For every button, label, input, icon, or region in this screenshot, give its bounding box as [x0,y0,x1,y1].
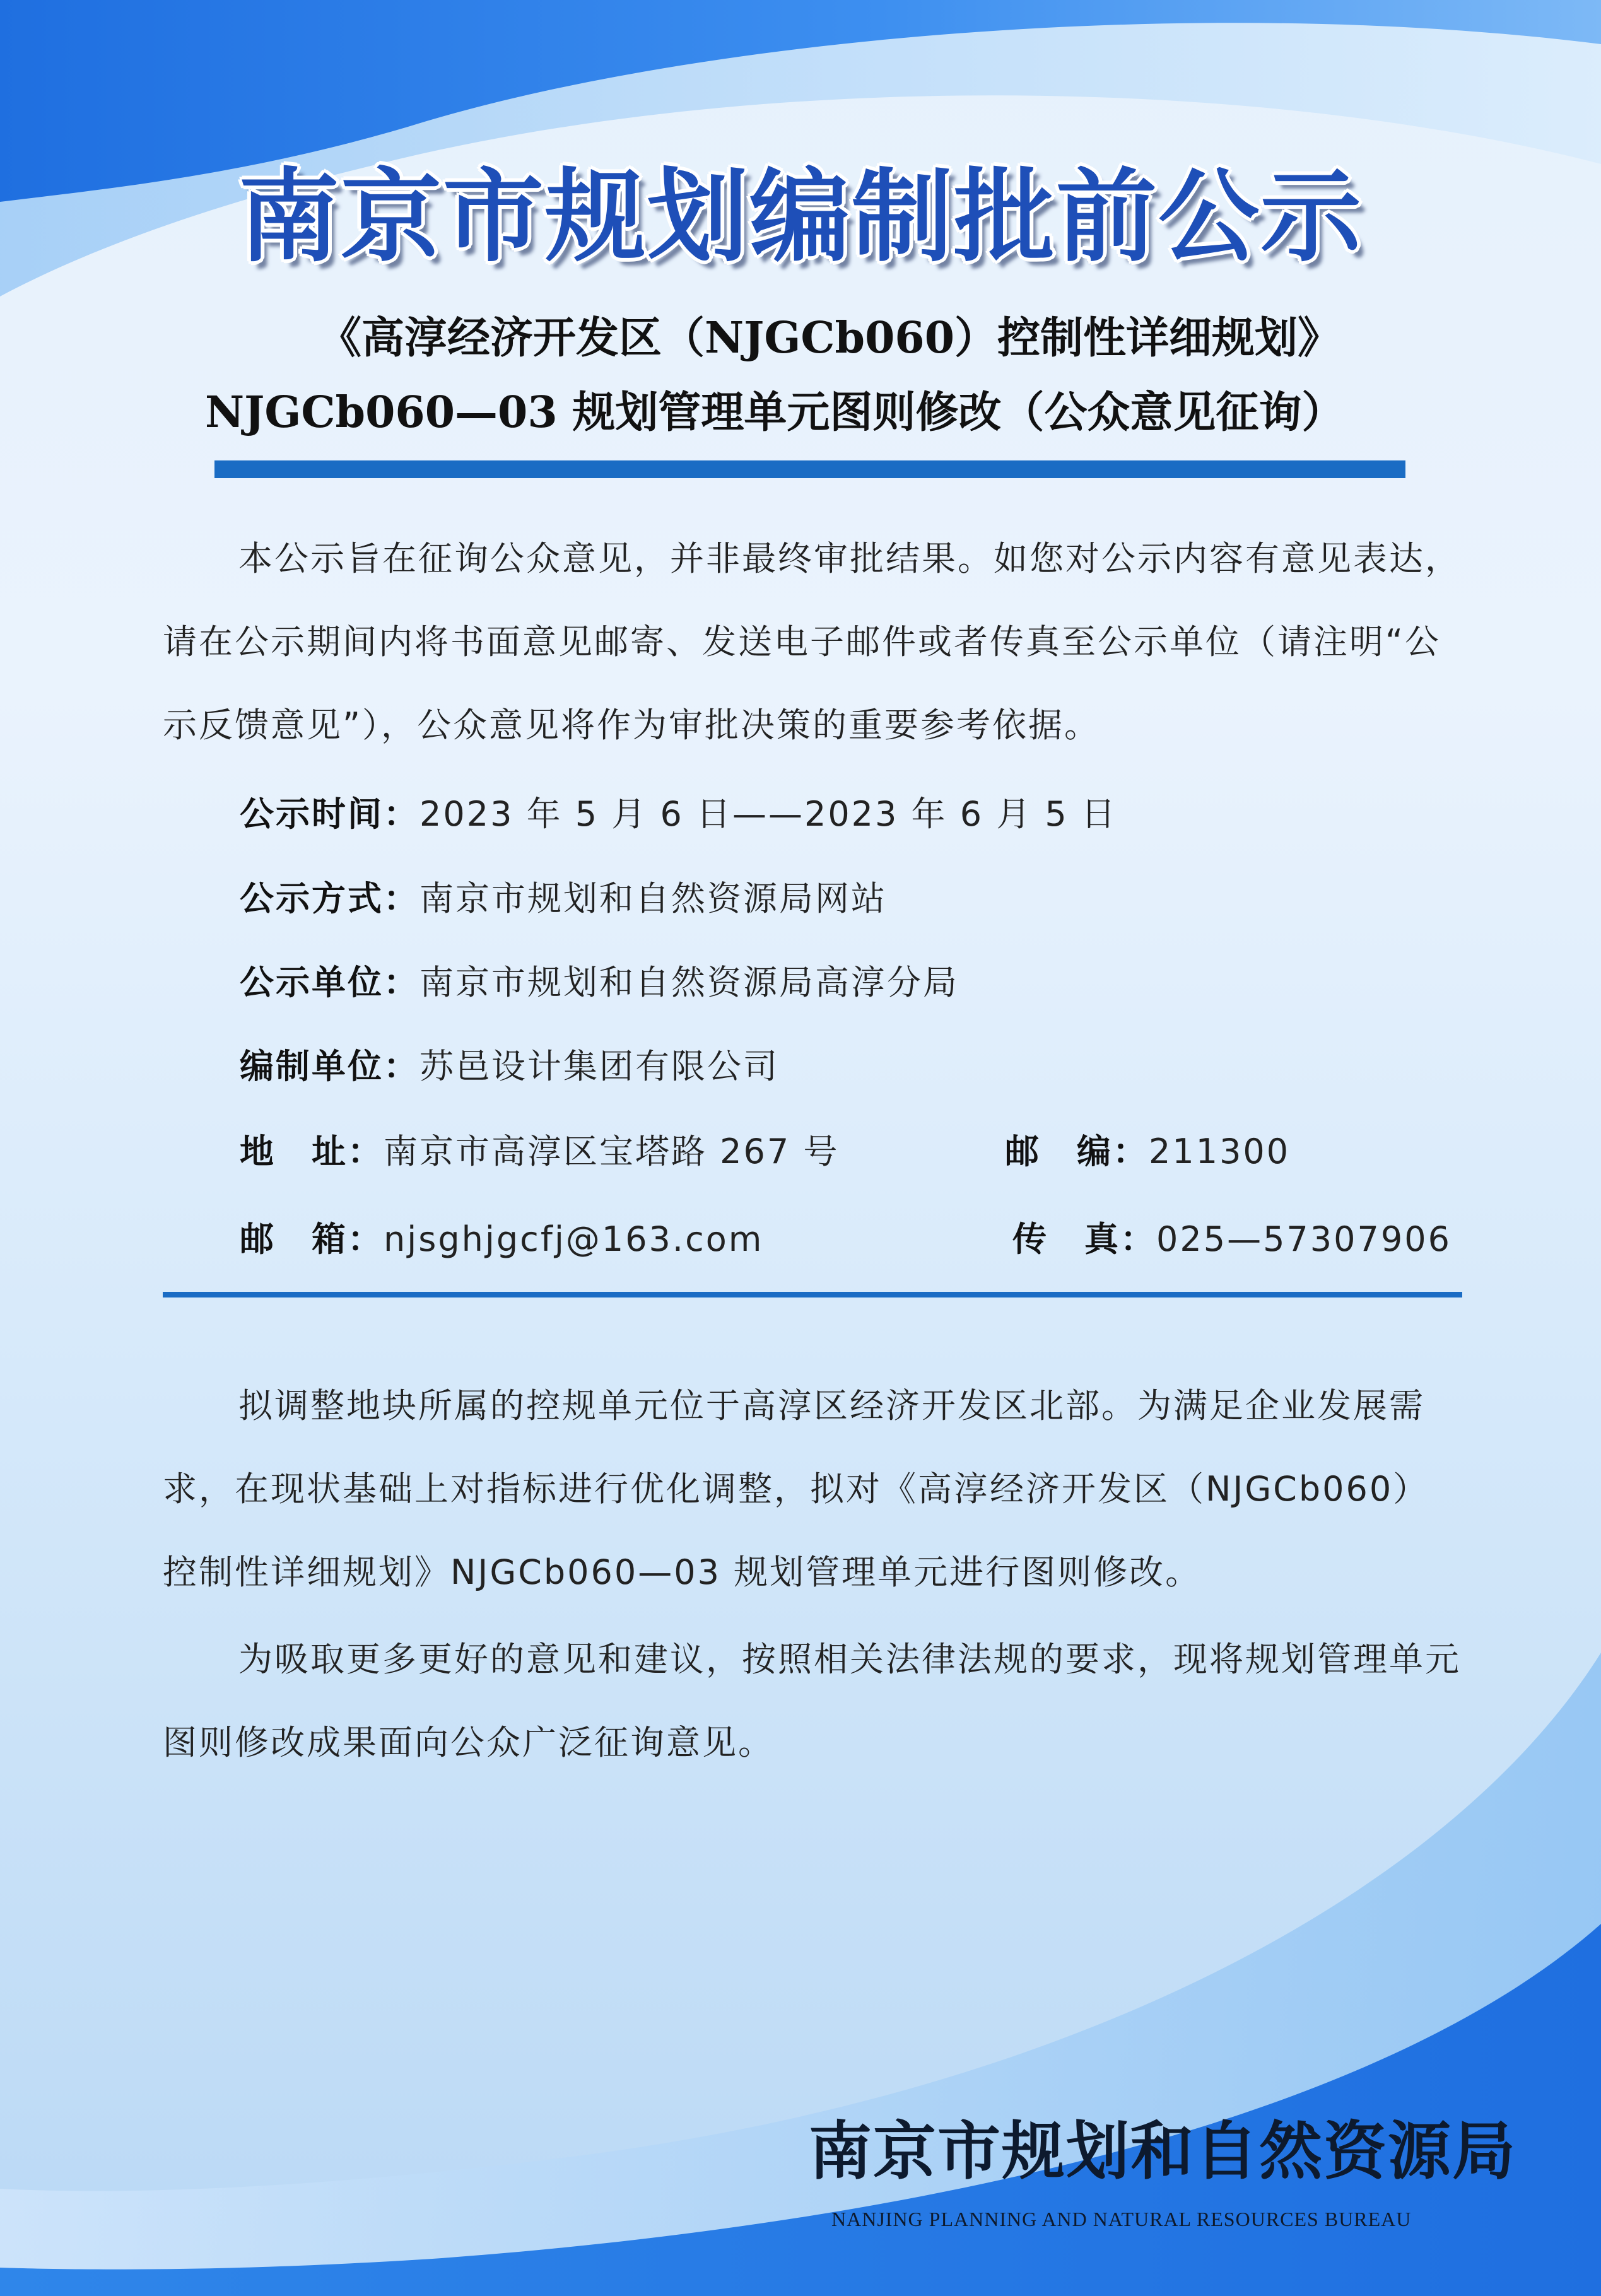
info-divider [163,1292,1462,1297]
page-title: 南京市规划编制批前公示 [238,158,1363,276]
email-label-first: 邮 [240,1219,312,1259]
author-label: 编制单位： [240,1046,419,1086]
footer-org-name: 南京市规划和自然资源局 [809,2114,1516,2188]
subtitle-plan-name: 《高淳经济开发区（NJGCb060）控制性详细规划》 [319,313,1341,363]
author-value: 苏邑设计集团有限公司 [419,1046,779,1086]
body-paragraph-1: 拟调整地块所属的控规单元位于高淳区经济开发区北部。为满足企业发展需求，在现状基础上对指标进行优化调整，拟对《高淳经济开发区（NJGCb060）控制性详细规划》NJGCb060—03 规划管理单元进行图则修改。 [163,1386,1429,1592]
email-value: njsghjgcfj@163.com [384,1219,764,1259]
email-label-second: 箱： [312,1219,384,1259]
method-value: 南京市规划和自然资源局网站 [419,879,887,918]
fax-label-first: 传 [1012,1219,1084,1259]
fax-label-second: 真： [1084,1219,1156,1259]
time-label: 公示时间： [240,794,419,834]
time-value: 2023 年 5 月 6 日——2023 年 6 月 5 日 [419,794,1117,834]
unit-label: 公示单位： [240,963,419,1002]
postal-label-second: 编： [1077,1132,1149,1171]
info-row-unit [240,956,959,1004]
info-row-author [240,1040,779,1088]
postal-value: 211300 [1149,1132,1291,1171]
address-value: 南京市高淳区宝塔路 267 号 [384,1132,840,1171]
address-label-second: 址： [312,1132,384,1171]
fax-value: 025—57307906 [1156,1219,1451,1259]
unit-value: 南京市规划和自然资源局高淳分局 [419,963,959,1002]
postal-label-first: 邮 [1005,1132,1077,1171]
info-row-email [240,1212,763,1261]
subtitle-revision: NJGCb060—03 规划管理单元图则修改（公众意见征询） [205,387,1345,438]
info-row-fax [1012,1212,1451,1261]
info-row-method [240,872,887,920]
info-row-time [240,787,1117,836]
footer-org-name-english: NANJING PLANNING AND NATURAL RESOURCES BUREAU [831,2208,1412,2230]
address-label-first: 地 [240,1132,312,1171]
title-divider [214,460,1405,478]
body-paragraph-2: 为吸取更多更好的意见和建议，按照相关法律法规的要求，现将规划管理单元图则修改成果面向公众广泛征询意见。 [163,1639,1461,1762]
intro-paragraph: 本公示旨在征询公众意见，并非最终审批结果。如您对公示内容有意见表达，请在公示期间内将书面意见邮寄、发送电子邮件或者传真至公示单位（请注明“公示反馈意见”），公众意见将作为审批决策的重要参考依据。 [163,539,1461,745]
method-label: 公示方式： [240,879,419,918]
info-row-address [240,1125,839,1173]
info-row-postal [1005,1125,1290,1173]
